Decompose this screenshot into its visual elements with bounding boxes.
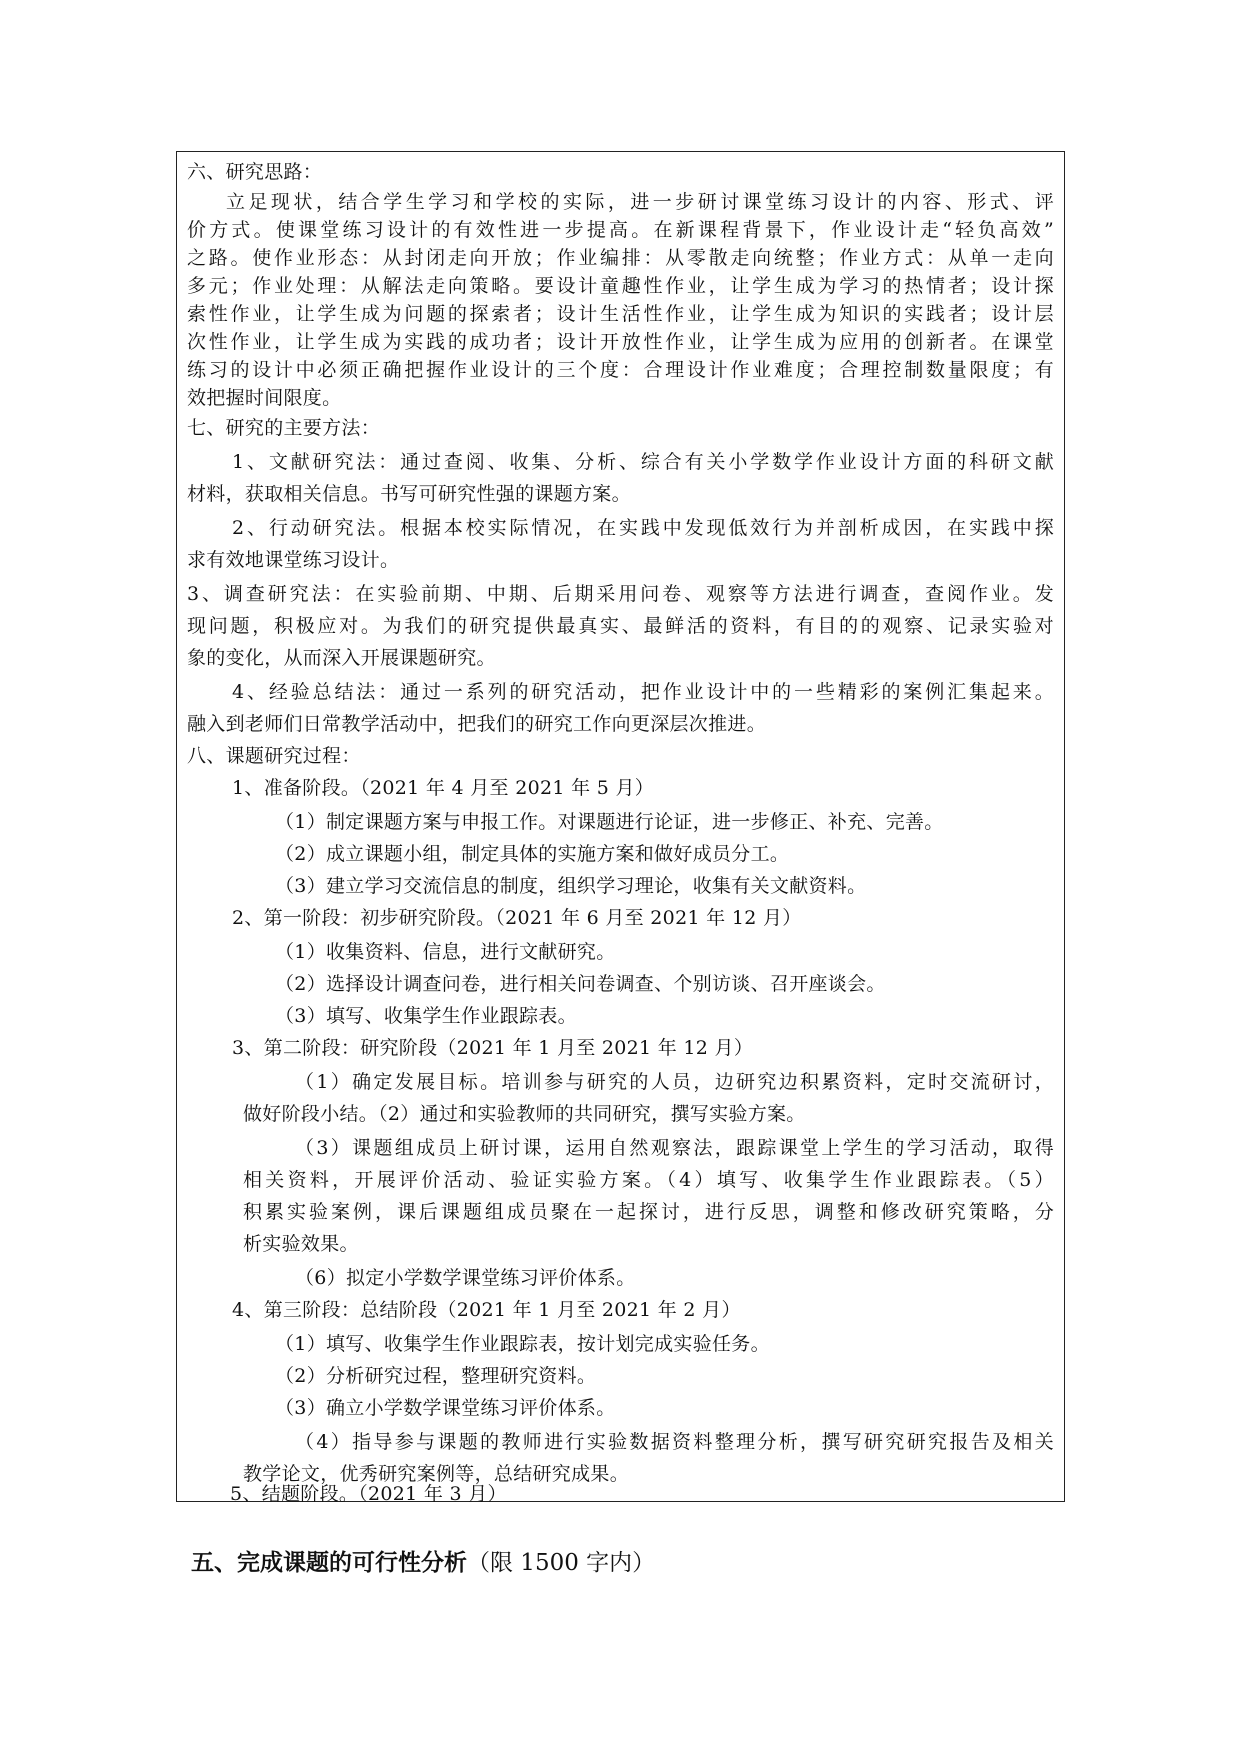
stage-title: 2、第一阶段：初步研究阶段。（2021 年 6 月至 2021 年 12 月）	[232, 907, 802, 929]
method-line: 融入到老师们日常教学活动中，把我们的研究工作向更深层次推进。	[187, 713, 767, 735]
heading-research-approach: 六、研究思路：	[187, 161, 323, 183]
paragraph-line: 价方式。使课堂练习设计的有效性进一步提高。在新课程背景下，作业设计走“轻负高效”	[187, 219, 1054, 241]
paragraph-line: 练习的设计中必须正确把握作业设计的三个度：合理设计作业难度；合理控制数量限度；有	[187, 359, 1054, 381]
paragraph-line: 立足现状，结合学生学习和学校的实际，进一步研讨课堂练习设计的内容、形式、评	[226, 191, 1054, 213]
stage-item: （3）课题组成员上研讨课，运用自然观察法，跟踪课堂上学生的学习活动，取得	[295, 1137, 1054, 1159]
stage-title: 4、第三阶段：总结阶段（2021 年 1 月至 2021 年 2 月）	[232, 1299, 741, 1321]
stage-item: （3）填写、收集学生作业跟踪表。	[275, 1005, 577, 1027]
stage-item: （6）拟定小学数学课堂练习评价体系。	[295, 1267, 636, 1289]
method-line: 3、调查研究法：在实验前期、中期、后期采用问卷、观察等方法进行调查，查阅作业。发	[187, 583, 1054, 605]
stage-title: 5、结题阶段。（2021 年 3 月）	[230, 1483, 507, 1505]
stage-item: 析实验效果。	[243, 1233, 359, 1255]
stage-item: （4）指导参与课题的教师进行实验数据资料整理分析，撰写研究研究报告及相关	[295, 1431, 1054, 1453]
paragraph-line: 多元；作业处理：从解法走向策略。要设计童趣性作业，让学生成为学习的热情者；设计探	[187, 275, 1054, 297]
stage-item: （3）确立小学数学课堂练习评价体系。	[275, 1397, 616, 1419]
paragraph-line: 之路。使作业形态：从封闭走向开放；作业编排：从零散走向统整；作业方式：从单一走向	[187, 247, 1054, 269]
stage-item: （1）确定发展目标。培训参与研究的人员，边研究边积累资料，定时交流研讨，	[295, 1071, 1054, 1093]
heading-research-process: 八、课题研究过程：	[187, 745, 361, 767]
stage-item: （1）收集资料、信息，进行文献研究。	[275, 941, 616, 963]
section-word-limit: （限 1500 字内）	[467, 1550, 656, 1576]
paragraph-line: 次性作业，让学生成为实践的成功者；设计开放性作业，让学生成为应用的创新者。在课堂	[187, 331, 1054, 353]
stage-title: 3、第二阶段：研究阶段（2021 年 1 月至 2021 年 12 月）	[232, 1037, 754, 1059]
content-box	[176, 151, 1065, 1502]
method-line: 象的变化，从而深入开展课题研究。	[187, 647, 496, 669]
heading-main-methods: 七、研究的主要方法：	[187, 417, 381, 439]
stage-item: 相关资料，开展评价活动、验证实验方案。（4）填写、收集学生作业跟踪表。（5）	[243, 1169, 1054, 1191]
method-line: 材料，获取相关信息。书写可研究性强的课题方案。	[187, 483, 631, 505]
method-line: 2、行动研究法。根据本校实际情况，在实践中发现低效行为并剖析成因，在实践中探	[232, 517, 1054, 539]
method-line: 求有效地课堂练习设计。	[187, 549, 400, 571]
paragraph-line: 效把握时间限度。	[187, 387, 342, 409]
stage-item: 做好阶段小结。（2）通过和实验教师的共同研究，撰写实验方案。	[243, 1103, 806, 1125]
stage-item: 教学论文，优秀研究案例等，总结研究成果。	[243, 1463, 630, 1485]
stage-item: （1）填写、收集学生作业跟踪表，按计划完成实验任务。	[275, 1333, 770, 1355]
stage-item: （2）选择设计调查问卷，进行相关问卷调查、个别访谈、召开座谈会。	[275, 973, 886, 995]
stage-item: 积累实验案例，课后课题组成员聚在一起探讨，进行反思，调整和修改研究策略，分	[243, 1201, 1054, 1223]
stage-item: （3）建立学习交流信息的制度，组织学习理论，收集有关文献资料。	[275, 875, 867, 897]
method-line: 4、经验总结法：通过一系列的研究活动，把作业设计中的一些精彩的案例汇集起来。	[232, 681, 1054, 703]
stage-title: 1、准备阶段。（2021 年 4 月至 2021 年 5 月）	[232, 777, 655, 799]
paragraph-line: 索性作业，让学生成为问题的探索者；设计生活性作业，让学生成为知识的实践者；设计层	[187, 303, 1054, 325]
section-title: 五、完成课题的可行性分析	[191, 1550, 467, 1576]
section-heading	[191, 1547, 655, 1579]
method-line: 现问题，积极应对。为我们的研究提供最真实、最鲜活的资料，有目的的观察、记录实验对	[187, 615, 1054, 637]
method-line: 1、文献研究法：通过查阅、收集、分析、综合有关小学数学作业设计方面的科研文献	[232, 451, 1054, 473]
stage-item: （2）成立课题小组，制定具体的实施方案和做好成员分工。	[275, 843, 790, 865]
stage-item: （2）分析研究过程，整理研究资料。	[275, 1365, 597, 1387]
stage-item: （1）制定课题方案与申报工作。对课题进行论证，进一步修正、补充、完善。	[275, 811, 944, 833]
